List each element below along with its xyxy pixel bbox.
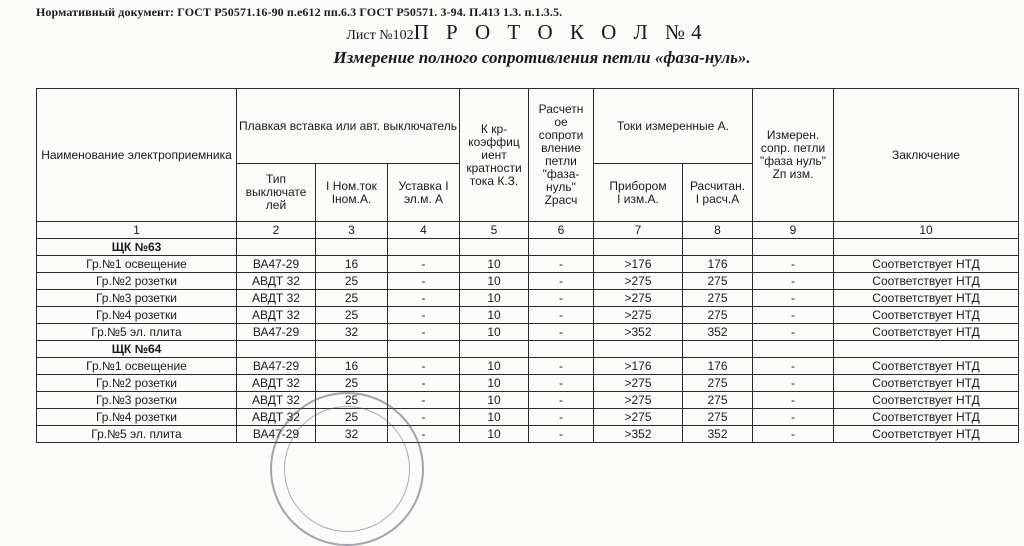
table-row bbox=[37, 375, 1019, 392]
column-number: 9 bbox=[753, 222, 834, 239]
table-row bbox=[37, 273, 1019, 290]
cell-z-calc: - bbox=[529, 290, 594, 307]
cell-type: АВДТ 32 bbox=[237, 392, 316, 409]
cell-name: Гр.№4 розетки bbox=[37, 409, 237, 426]
protocol-heading bbox=[0, 20, 1024, 45]
protocol-subtitle: Измерение полного сопротивления петли «фаза-нуль». bbox=[333, 48, 751, 67]
header-name: Наименование электроприемника bbox=[37, 89, 237, 222]
cell-name: Гр.№1 освещение bbox=[37, 256, 237, 273]
cell-nominal: 25 bbox=[316, 273, 388, 290]
cell-calc-current: 275 bbox=[683, 409, 753, 426]
cell-z-calc: - bbox=[529, 409, 594, 426]
cell-k: 10 bbox=[460, 375, 529, 392]
cell-k: 10 bbox=[460, 392, 529, 409]
table-row bbox=[37, 290, 1019, 307]
cell-k: 10 bbox=[460, 358, 529, 375]
cell-z-measured: - bbox=[753, 256, 834, 273]
cell-type: АВДТ 32 bbox=[237, 290, 316, 307]
cell-z-measured: - bbox=[753, 324, 834, 341]
header-setting: Уставка I эл.м. А bbox=[388, 164, 460, 222]
cell-calc-current: 352 bbox=[683, 324, 753, 341]
cell-calc-current: 352 bbox=[683, 426, 753, 443]
cell-calc-current: 176 bbox=[683, 358, 753, 375]
cell-nominal: 32 bbox=[316, 426, 388, 443]
cell-conclusion: Соответствует НТД bbox=[834, 307, 1019, 324]
group-header-row bbox=[37, 341, 1019, 358]
cell-nominal: 25 bbox=[316, 290, 388, 307]
column-number: 6 bbox=[529, 222, 594, 239]
cell-nominal: 16 bbox=[316, 358, 388, 375]
header-device-current: Прибором I изм.А. bbox=[594, 164, 683, 222]
cell-device-current: >275 bbox=[594, 375, 683, 392]
cell-k: 10 bbox=[460, 426, 529, 443]
table-row bbox=[37, 426, 1019, 443]
cell-nominal: 32 bbox=[316, 324, 388, 341]
cell-device-current: >176 bbox=[594, 358, 683, 375]
header-calc-resistance: Расчетн ое сопроти вление петли "фаза-нуль" Zpасч bbox=[529, 89, 594, 222]
column-number: 5 bbox=[460, 222, 529, 239]
header-nominal-current: I Ном.ток Iном.А. bbox=[316, 164, 388, 222]
cell-z-calc: - bbox=[529, 324, 594, 341]
cell-k: 10 bbox=[460, 324, 529, 341]
cell-device-current: >275 bbox=[594, 290, 683, 307]
cell-name: Гр.№3 розетки bbox=[37, 392, 237, 409]
cell-device-current: >275 bbox=[594, 273, 683, 290]
cell-conclusion: Соответствует НТД bbox=[834, 358, 1019, 375]
cell-z-calc: - bbox=[529, 358, 594, 375]
cell-type: АВДТ 32 bbox=[237, 307, 316, 324]
cell-z-calc: - bbox=[529, 392, 594, 409]
cell-k: 10 bbox=[460, 409, 529, 426]
cell-conclusion: Соответствует НТД bbox=[834, 426, 1019, 443]
cell-calc-current: 275 bbox=[683, 273, 753, 290]
protocol-title: П Р О Т О К О Л №4 bbox=[413, 20, 708, 44]
table-row bbox=[37, 307, 1019, 324]
cell-k: 10 bbox=[460, 290, 529, 307]
group-title: ЩК №63 bbox=[37, 239, 237, 256]
cell-name: Гр.№1 освещение bbox=[37, 358, 237, 375]
cell-device-current: >352 bbox=[594, 324, 683, 341]
cell-type: ВА47-29 bbox=[237, 426, 316, 443]
cell-name: Гр.№2 розетки bbox=[37, 375, 237, 392]
column-number: 8 bbox=[683, 222, 753, 239]
cell-setting: - bbox=[388, 392, 460, 409]
header-k-ratio: К кр-коэффиц иент кратности тока К.З. bbox=[460, 89, 529, 222]
column-number: 2 bbox=[237, 222, 316, 239]
cell-z-measured: - bbox=[753, 392, 834, 409]
header-fuse-group: Плавкая вставка или авт. выключатель bbox=[237, 89, 460, 164]
cell-setting: - bbox=[388, 426, 460, 443]
cell-setting: - bbox=[388, 290, 460, 307]
cell-z-calc: - bbox=[529, 256, 594, 273]
cell-z-measured: - bbox=[753, 426, 834, 443]
column-number: 7 bbox=[594, 222, 683, 239]
header-breaker-type: Тип выключате лей bbox=[237, 164, 316, 222]
cell-conclusion: Соответствует НТД bbox=[834, 409, 1019, 426]
table-row bbox=[37, 392, 1019, 409]
cell-setting: - bbox=[388, 256, 460, 273]
cell-nominal: 25 bbox=[316, 375, 388, 392]
group-header-row bbox=[37, 239, 1019, 256]
table-row bbox=[37, 358, 1019, 375]
table-row bbox=[37, 324, 1019, 341]
cell-device-current: >275 bbox=[594, 392, 683, 409]
column-number-row bbox=[37, 222, 1019, 239]
cell-calc-current: 275 bbox=[683, 307, 753, 324]
header-calculated-current: Расчитан. I расч.А bbox=[683, 164, 753, 222]
cell-conclusion: Соответствует НТД bbox=[834, 392, 1019, 409]
cell-nominal: 25 bbox=[316, 392, 388, 409]
cell-k: 10 bbox=[460, 273, 529, 290]
cell-setting: - bbox=[388, 273, 460, 290]
sheet-number: Лист №102 bbox=[346, 28, 414, 43]
cell-name: Гр.№2 розетки bbox=[37, 273, 237, 290]
header-conclusion: Заключение bbox=[834, 89, 1019, 222]
cell-k: 10 bbox=[460, 307, 529, 324]
header-measured-resistance: Измерен. сопр. петли "фаза нуль" Zп изм. bbox=[753, 89, 834, 222]
cell-type: АВДТ 32 bbox=[237, 273, 316, 290]
column-number: 3 bbox=[316, 222, 388, 239]
cell-device-current: >352 bbox=[594, 426, 683, 443]
cell-nominal: 25 bbox=[316, 409, 388, 426]
cell-z-calc: - bbox=[529, 307, 594, 324]
cell-calc-current: 176 bbox=[683, 256, 753, 273]
cell-z-measured: - bbox=[753, 409, 834, 426]
table-row bbox=[37, 409, 1019, 426]
cell-conclusion: Соответствует НТД bbox=[834, 273, 1019, 290]
cell-type: ВА47-29 bbox=[237, 358, 316, 375]
cell-conclusion: Соответствует НТД bbox=[834, 256, 1019, 273]
cell-z-measured: - bbox=[753, 307, 834, 324]
cell-z-measured: - bbox=[753, 375, 834, 392]
table-row bbox=[37, 256, 1019, 273]
cell-calc-current: 275 bbox=[683, 290, 753, 307]
cell-type: АВДТ 32 bbox=[237, 409, 316, 426]
cell-k: 10 bbox=[460, 256, 529, 273]
column-number: 1 bbox=[37, 222, 237, 239]
cell-z-measured: - bbox=[753, 358, 834, 375]
cell-calc-current: 275 bbox=[683, 375, 753, 392]
cell-z-calc: - bbox=[529, 426, 594, 443]
cell-setting: - bbox=[388, 409, 460, 426]
normative-document-line: Нормативный документ: ГОСТ Р50571.16-90 п.е612 пп.6.3 ГОСТ Р50571. 3-94. П.413 1.3. п.1.3.5. bbox=[36, 5, 563, 19]
cell-conclusion: Соответствует НТД bbox=[834, 290, 1019, 307]
cell-name: Гр.№5 эл. плита bbox=[37, 324, 237, 341]
cell-setting: - bbox=[388, 324, 460, 341]
cell-type: ВА47-29 bbox=[237, 324, 316, 341]
cell-conclusion: Соответствует НТД bbox=[834, 324, 1019, 341]
cell-nominal: 25 bbox=[316, 307, 388, 324]
column-number: 10 bbox=[834, 222, 1019, 239]
cell-setting: - bbox=[388, 375, 460, 392]
cell-setting: - bbox=[388, 307, 460, 324]
cell-nominal: 16 bbox=[316, 256, 388, 273]
cell-z-measured: - bbox=[753, 290, 834, 307]
cell-device-current: >275 bbox=[594, 409, 683, 426]
cell-device-current: >176 bbox=[594, 256, 683, 273]
cell-calc-current: 275 bbox=[683, 392, 753, 409]
cell-z-calc: - bbox=[529, 273, 594, 290]
cell-name: Гр.№3 розетки bbox=[37, 290, 237, 307]
group-title: ЩК №64 bbox=[37, 341, 237, 358]
cell-setting: - bbox=[388, 358, 460, 375]
column-number: 4 bbox=[388, 222, 460, 239]
cell-type: ВА47-29 bbox=[237, 256, 316, 273]
cell-type: АВДТ 32 bbox=[237, 375, 316, 392]
cell-conclusion: Соответствует НТД bbox=[834, 375, 1019, 392]
cell-name: Гр.№4 розетки bbox=[37, 307, 237, 324]
protocol-table bbox=[36, 88, 1019, 443]
cell-device-current: >275 bbox=[594, 307, 683, 324]
header-measured-currents: Токи измеренные А. bbox=[594, 89, 753, 164]
cell-z-measured: - bbox=[753, 273, 834, 290]
cell-z-calc: - bbox=[529, 375, 594, 392]
cell-name: Гр.№5 эл. плита bbox=[37, 426, 237, 443]
